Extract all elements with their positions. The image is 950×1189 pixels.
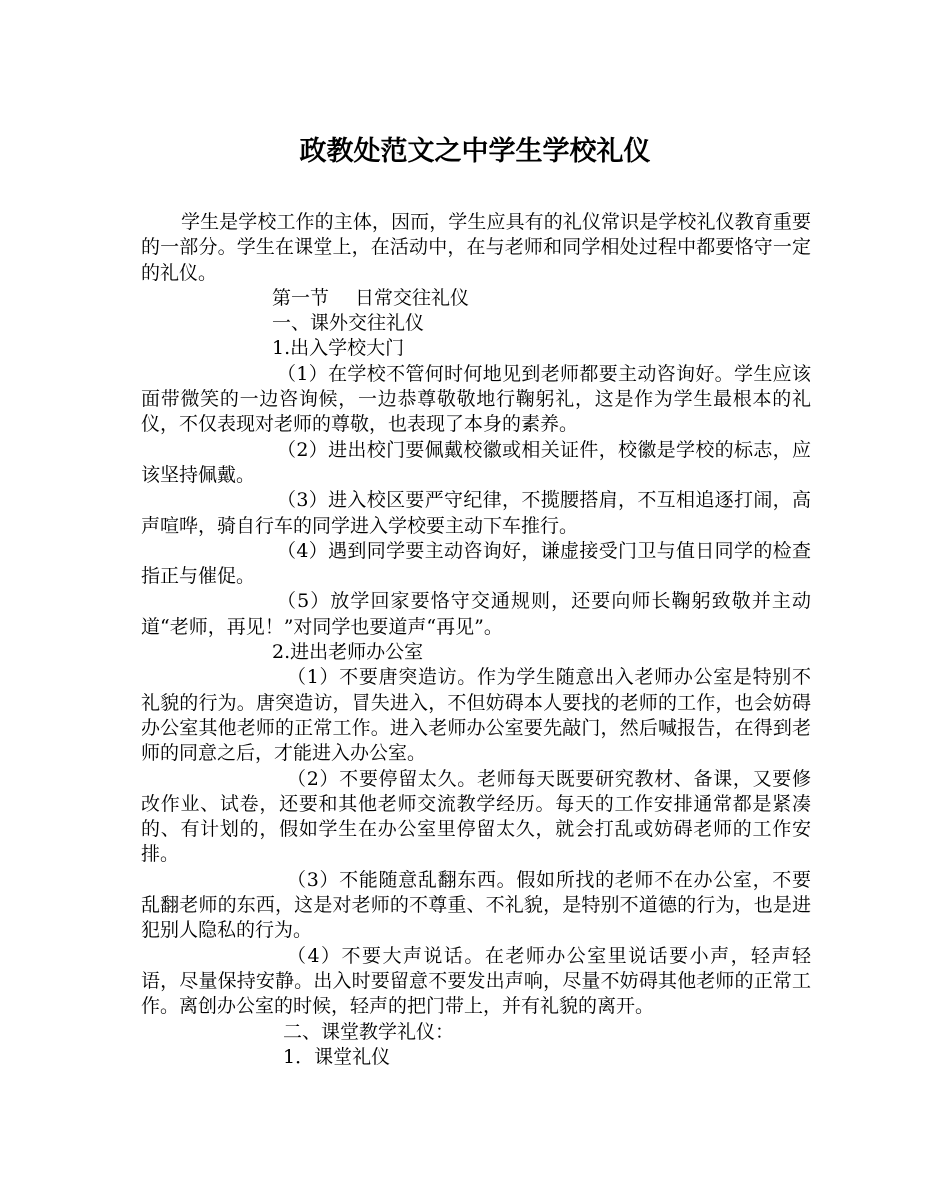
document-title: 政教处范文之中学生学校礼仪: [299, 136, 651, 167]
sub1-item-2: （2）进出校门要佩戴校徽或相关证件，校徽是学校的标志，应该坚持佩戴。: [141, 438, 811, 486]
document-body: [141, 210, 811, 1070]
sub1-heading: 1.出入学校大门: [272, 337, 405, 360]
sub2-item-4: （4）不要大声说话。在老师办公室里说话要小声，轻声轻语，尽量保持安静。出入时要留意不要发出声响，尽量不妨碍其他老师的正常工作。离创办公室的时候，轻声的把门带上，并有礼貌的离开。: [141, 944, 811, 1018]
sub2-item-1: （1）不要唐突造访。作为学生随意出入老师办公室是特别不礼貌的行为。唐突造访，冒失进入，不但妨碍本人要找的老师的工作，也会妨碍办公室其他老师的正常工作。进入老师办公室要先敲门，然后喊报告，在得到老师的同意之后，才能进入办公室。: [141, 666, 811, 765]
sub1-item-3: （3）进入校区要严守纪律，不揽腰搭肩，不互相追逐打闹，高声喧哗，骑自行车的同学进入学校要主动下车推行。: [141, 489, 811, 537]
sub1-item-4: （4）遇到同学要主动咨询好，谦虚接受门卫与值日同学的检查指正与催促。: [141, 539, 811, 588]
sub1-item-1: （1）在学校不管何时何地见到老师都要主动咨询好。学生应该面带微笑的一边咨询候，一边恭尊敬敬地行鞠躬礼，这是作为学生最根本的礼仪，不仅表现对老师的尊敬，也表现了本身的素养。: [141, 362, 811, 436]
sub2-item-3: （3）不能随意乱翻东西。假如所找的老师不在办公室，不要乱翻老师的东西，这是对老师的不尊重、不礼貌，是特别不道德的行为，也是进犯别人隐私的行为。: [141, 868, 811, 942]
section-heading: [141, 286, 811, 311]
sub2-heading: 2.进出老师办公室: [272, 641, 424, 664]
part2-sub1-heading: 1．课堂礼仪: [283, 1045, 391, 1068]
section-name: 日常交往礼仪: [355, 286, 470, 309]
sub2-item-2: （2）不要停留太久。老师每天既要研究教材、备课，又要修改作业、试卷，还要和其他老师交流教学经历。每天的工作安排通常都是紧凑的、有计划的，假如学生在办公室里停留太久，就会打乱或妨碍老师的工作安排。: [141, 767, 811, 866]
sub1-item-5: （5）放学回家要恪守交通规则，还要向师长鞠躬致敬并主动道“老师，再见！”对同学也要道声“再见”。: [141, 590, 811, 638]
section-label: 第一节: [272, 286, 330, 309]
part1-heading: 一、课外交往礼仪: [272, 312, 425, 335]
intro-paragraph: 学生是学校工作的主体，因而，学生应具有的礼仪常识是学校礼仪教育重要的一部分。学生在课堂上，在活动中，在与老师和同学相处过程中都要恪守一定的礼仪。: [141, 211, 811, 284]
part2-heading: 二、课堂教学礼仪：: [283, 1020, 455, 1043]
